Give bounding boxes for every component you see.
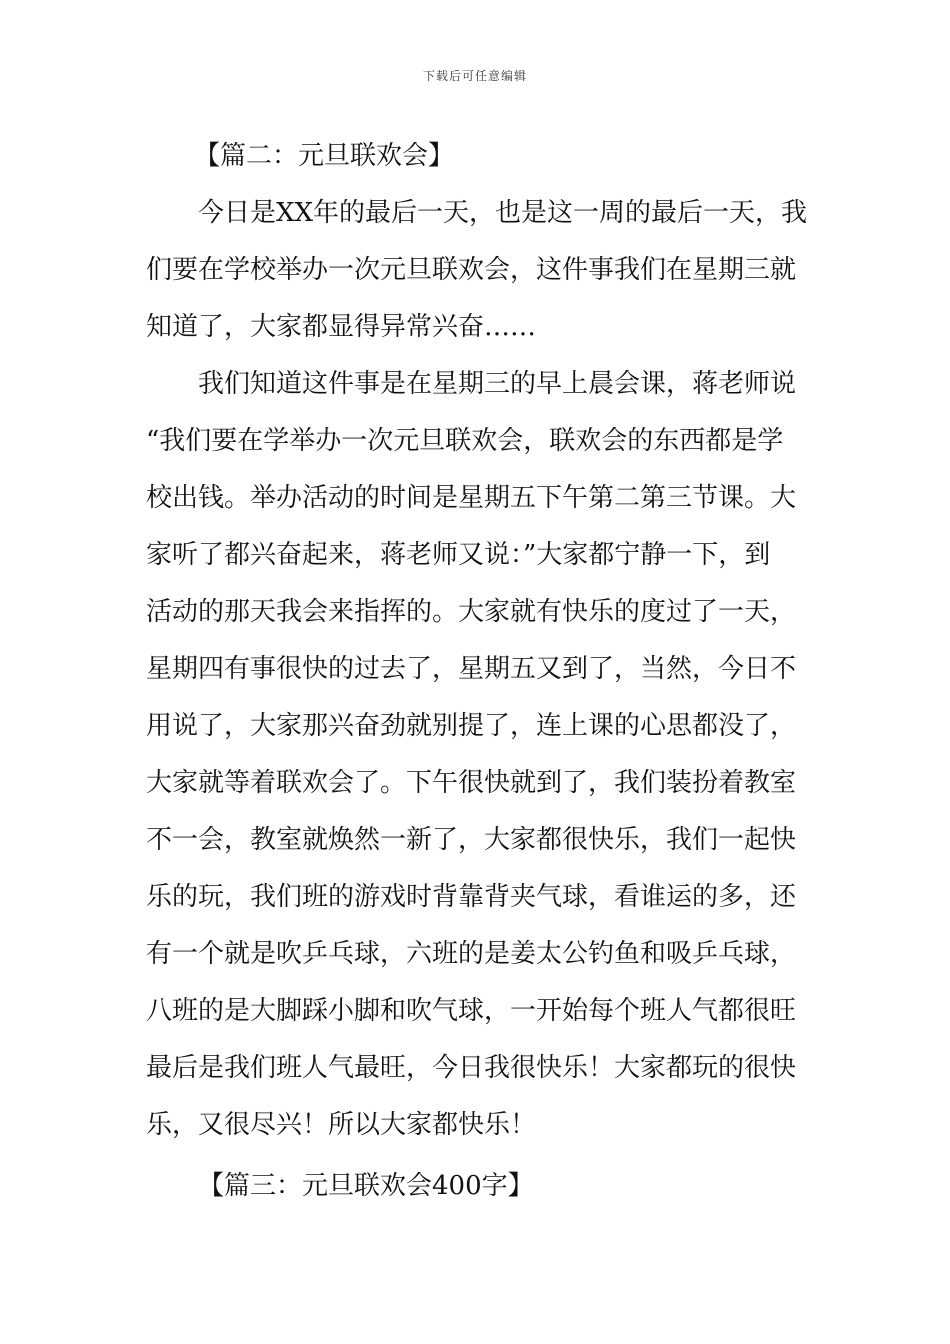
paragraph-line: 星期四有事很快的过去了，星期五又到了，当然，今日不: [146, 654, 797, 684]
paragraph-line: 乐的玩，我们班的游戏时背靠背夹气球，看谁运的多，还: [146, 882, 797, 912]
paragraph-line: 我们知道这件事是在星期三的早上晨会课，蒋老师说: [198, 369, 797, 399]
paragraph-line: 八班的是大脚踩小脚和吹气球，一开始每个班人气都很旺: [146, 996, 797, 1026]
paragraph-1: [146, 185, 808, 356]
paragraph-line: 知道了，大家都显得异常兴奋……: [146, 312, 537, 342]
paragraph-line: 最后是我们班人气最旺，今日我很快乐！大家都玩的很快: [146, 1053, 797, 1083]
paragraph-line: 今日是XX年的最后一天，也是这一周的最后一天，我: [198, 198, 808, 228]
paragraph-line: 用说了，大家那兴奋劲就别提了，连上课的心思都没了，: [146, 711, 797, 741]
section-heading-3: 【篇三：元旦联欢会400字】: [198, 1171, 534, 1201]
paragraph-line: 们要在学校举办一次元旦联欢会，这件事我们在星期三就: [146, 255, 797, 285]
paragraph-line: 乐，又很尽兴！所以大家都快乐！: [146, 1110, 537, 1140]
page-header-note: 下载后可任意编辑: [422, 69, 527, 83]
document-body: [146, 128, 808, 1215]
section-heading-2: 【篇二：元旦联欢会】: [194, 141, 455, 171]
paragraph-line: 有一个就是吹乒乓球，六班的是姜太公钓鱼和吸乒乓球，: [146, 939, 797, 969]
paragraph-line: 大家就等着联欢会了。下午很快就到了，我们装扮着教室: [146, 768, 797, 798]
paragraph-2: [146, 356, 808, 1154]
paragraph-line: 活动的那天我会来指挥的。大家就有快乐的度过了一天，: [146, 597, 797, 627]
paragraph-line: 校出钱。举办活动的时间是星期五下午第二第三节课。大: [146, 483, 797, 513]
paragraph-line: 家听了都兴奋起来，蒋老师又说：”大家都宁静一下，到: [146, 540, 771, 570]
paragraph-line: “我们要在学举办一次元旦联欢会，联欢会的东西都是学: [146, 426, 784, 456]
paragraph-line: 不一会，教室就焕然一新了，大家都很快乐，我们一起快: [146, 825, 797, 855]
